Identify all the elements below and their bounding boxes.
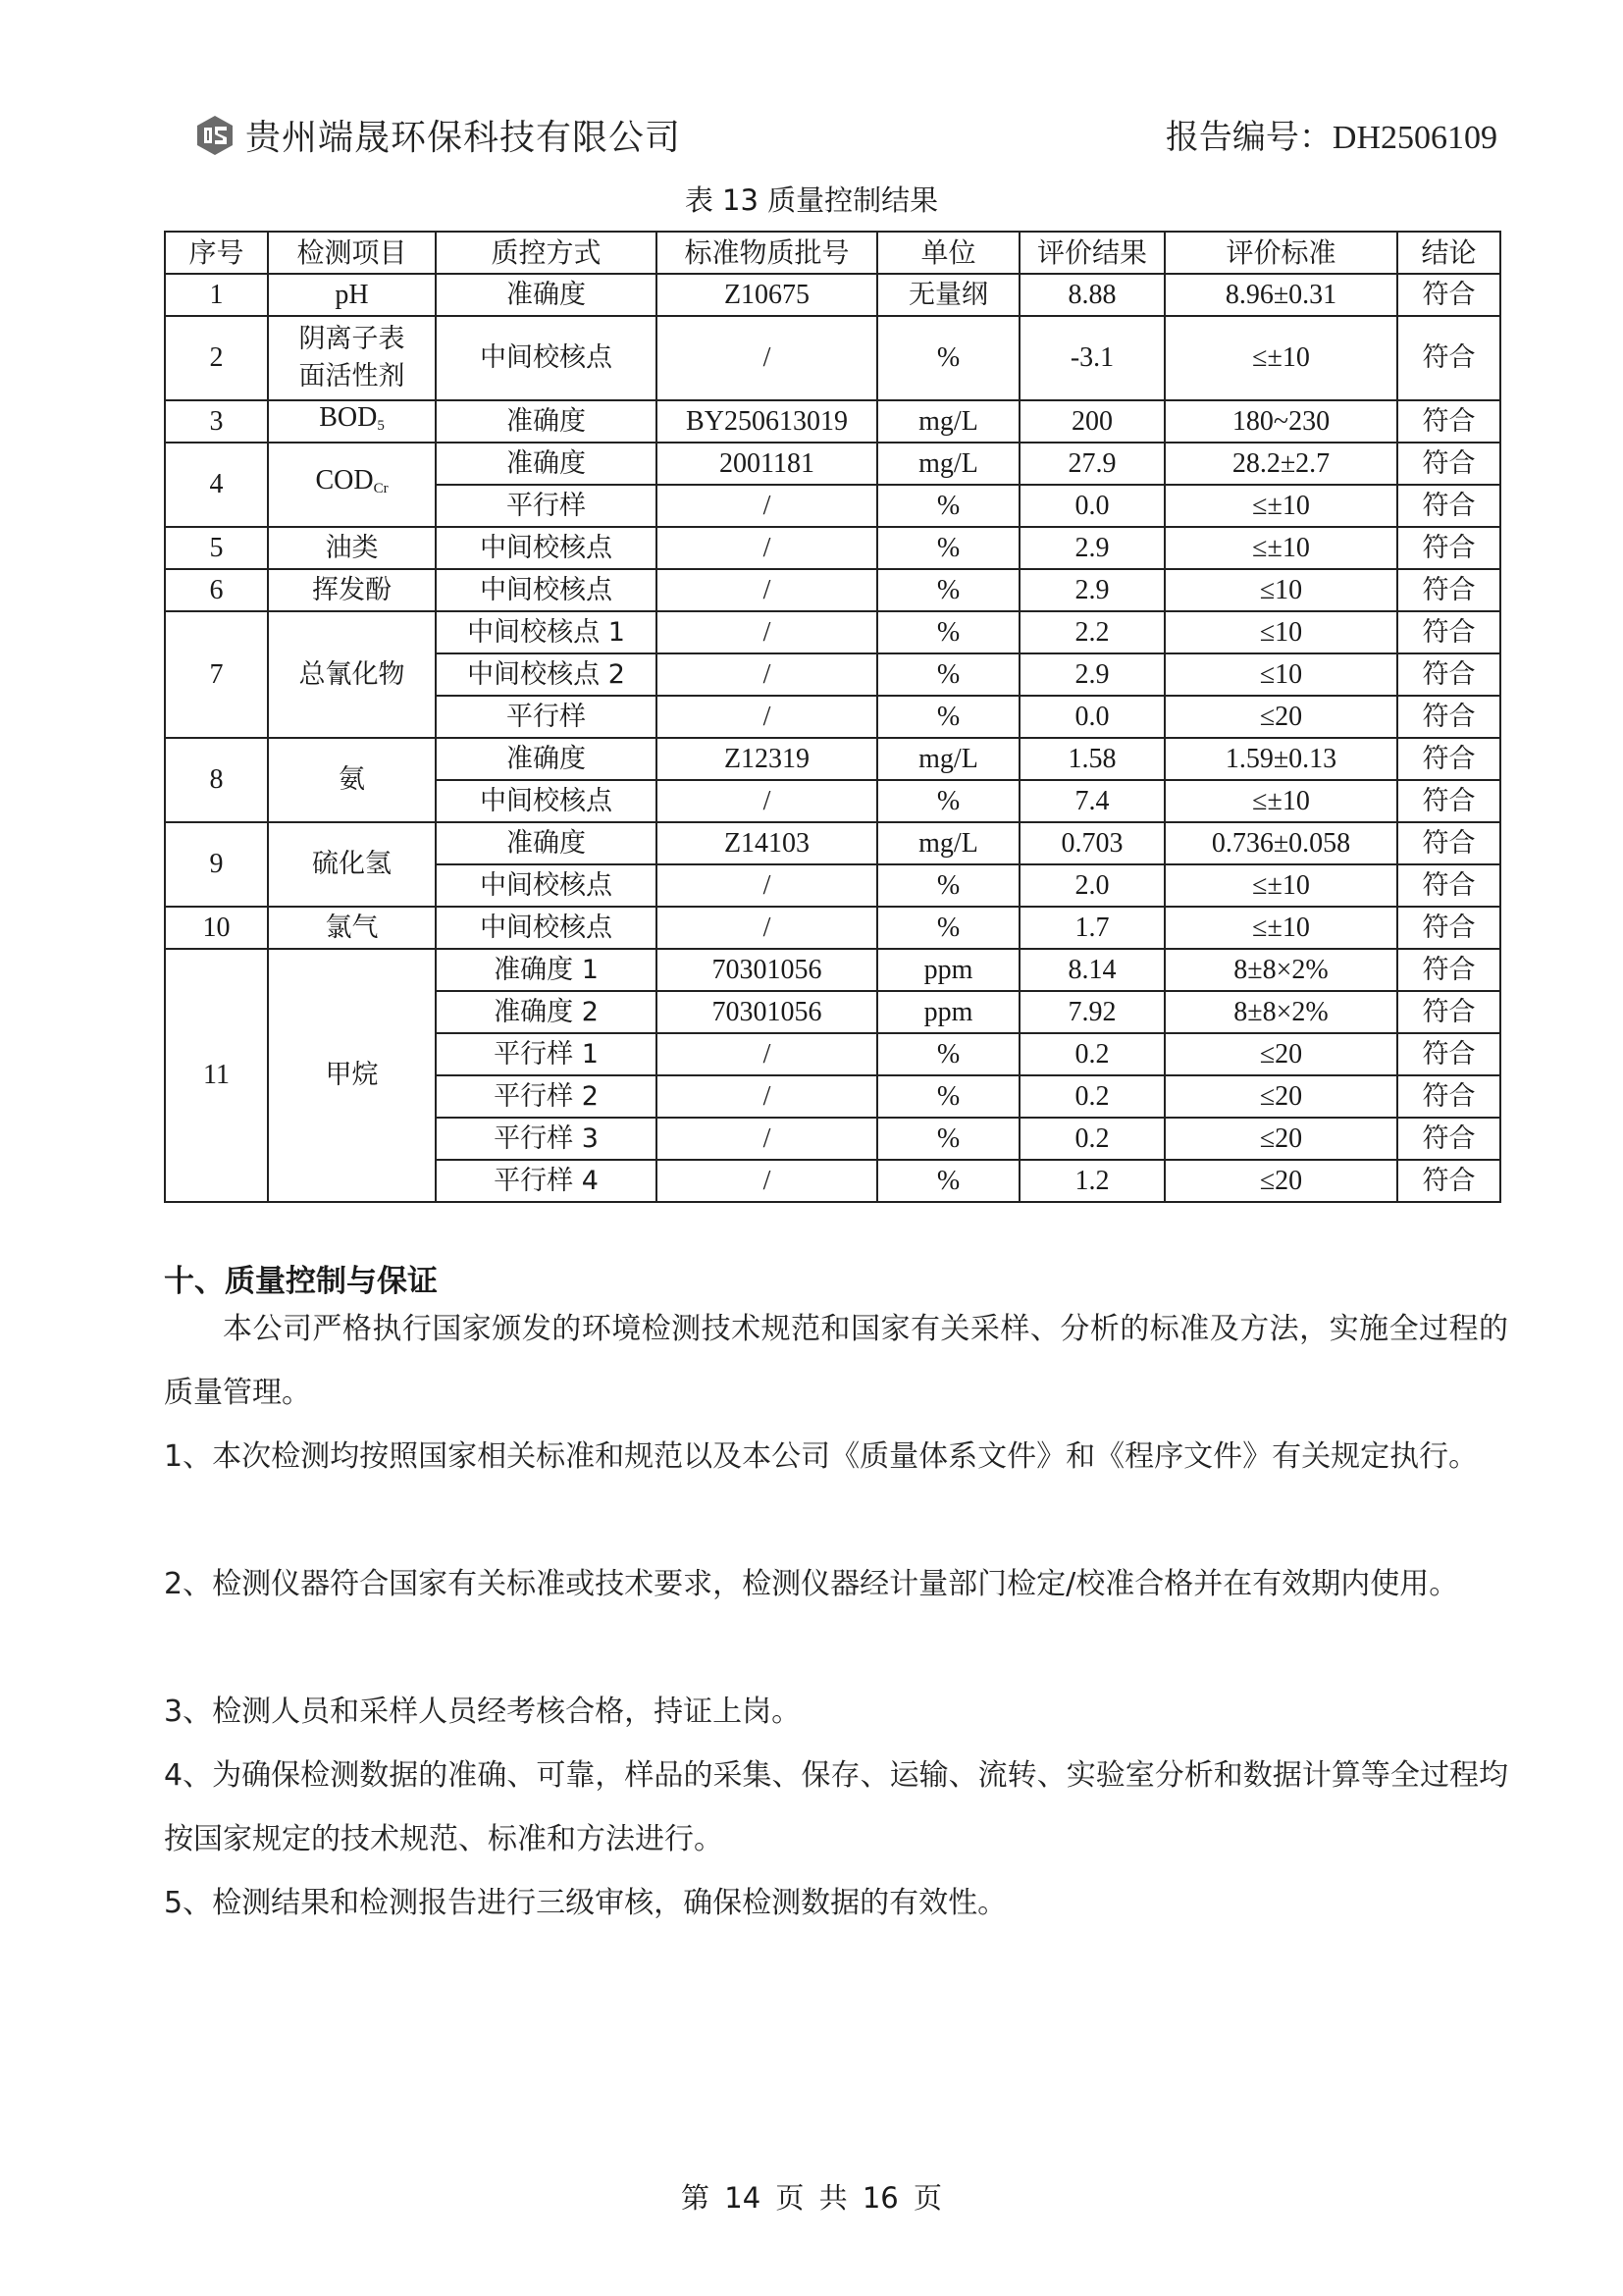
- cell-conclusion: 符合: [1397, 653, 1500, 696]
- cell-batch: /: [656, 907, 877, 949]
- table-row: [165, 822, 1500, 864]
- paragraph: 5、检测结果和检测报告进行三级审核，确保检测数据的有效性。: [164, 1886, 1008, 1920]
- cell-no: 3: [165, 400, 268, 443]
- cell-item: 甲烷: [268, 949, 436, 1202]
- table-row: [165, 274, 1500, 316]
- cell-item: [268, 400, 436, 443]
- cell-result: 0.2: [1020, 1075, 1165, 1118]
- cell-batch: BY250613019: [656, 400, 877, 443]
- cell-batch: /: [656, 1033, 877, 1075]
- cell-conclusion: 符合: [1397, 485, 1500, 527]
- cell-item: 氯气: [268, 907, 436, 949]
- table-row: [165, 316, 1500, 400]
- cell-conclusion: 符合: [1397, 316, 1500, 400]
- cell-conclusion: 符合: [1397, 443, 1500, 485]
- cell-result: 8.14: [1020, 949, 1165, 991]
- cell-unit: %: [877, 569, 1020, 611]
- cell-conclusion: 符合: [1397, 696, 1500, 738]
- cell-batch: 70301056: [656, 991, 877, 1033]
- paragraph: 4、为确保检测数据的准确、可靠，样品的采集、保存、运输、流转、实验室分析和数据计算等全过程均按国家规定的技术规范、标准和方法进行。: [164, 1758, 1508, 1856]
- cell-method: 中间校核点: [436, 527, 656, 569]
- cell-method: 准确度: [436, 822, 656, 864]
- cell-item: 油类: [268, 527, 436, 569]
- cell-standard: ≤±10: [1165, 485, 1397, 527]
- cell-standard: 8±8×2%: [1165, 991, 1397, 1033]
- cell-item: pH: [268, 274, 436, 316]
- cell-method: 中间校核点: [436, 780, 656, 822]
- report-number-label: 报告编号：: [1165, 118, 1333, 157]
- cell-result: 2.2: [1020, 611, 1165, 653]
- cell-unit: %: [877, 907, 1020, 949]
- table-row: [165, 443, 1500, 485]
- cell-method: 平行样 3: [436, 1118, 656, 1160]
- cell-method: 平行样 2: [436, 1075, 656, 1118]
- table-row: [165, 527, 1500, 569]
- cell-no: 1: [165, 274, 268, 316]
- table-row: [165, 400, 1500, 443]
- cell-result: 1.7: [1020, 907, 1165, 949]
- cell-unit: %: [877, 653, 1020, 696]
- cell-conclusion: 符合: [1397, 274, 1500, 316]
- cell-standard: ≤±10: [1165, 780, 1397, 822]
- cell-unit: mg/L: [877, 400, 1020, 443]
- cell-batch: 2001181: [656, 443, 877, 485]
- column-header: 单位: [877, 232, 1020, 274]
- cell-standard: ≤±10: [1165, 907, 1397, 949]
- cell-standard: ≤20: [1165, 696, 1397, 738]
- report-number-value: DH2506109: [1332, 120, 1497, 156]
- cell-standard: ≤20: [1165, 1118, 1397, 1160]
- cell-batch: Z10675: [656, 274, 877, 316]
- cell-method: 准确度: [436, 274, 656, 316]
- cell-unit: %: [877, 1160, 1020, 1202]
- cell-batch: /: [656, 316, 877, 400]
- cell-unit: ppm: [877, 991, 1020, 1033]
- cell-unit: %: [877, 485, 1020, 527]
- cell-batch: /: [656, 1160, 877, 1202]
- column-header: 评价结果: [1020, 232, 1165, 274]
- cell-result: 8.88: [1020, 274, 1165, 316]
- cell-standard: 1.59±0.13: [1165, 738, 1397, 780]
- cell-unit: ppm: [877, 949, 1020, 991]
- cell-unit: mg/L: [877, 738, 1020, 780]
- cell-no: 6: [165, 569, 268, 611]
- column-header: 评价标准: [1165, 232, 1397, 274]
- cell-standard: ≤10: [1165, 569, 1397, 611]
- cell-no: 8: [165, 738, 268, 822]
- company-logo-icon: [194, 115, 236, 156]
- cell-method: 准确度: [436, 400, 656, 443]
- cell-batch: /: [656, 696, 877, 738]
- cell-unit: %: [877, 780, 1020, 822]
- cell-result: 2.0: [1020, 864, 1165, 907]
- cell-conclusion: 符合: [1397, 907, 1500, 949]
- cell-batch: /: [656, 485, 877, 527]
- cell-method: 中间校核点 2: [436, 653, 656, 696]
- cell-conclusion: 符合: [1397, 780, 1500, 822]
- column-header: 质控方式: [436, 232, 656, 274]
- cell-no: 9: [165, 822, 268, 907]
- cell-standard: 8.96±0.31: [1165, 274, 1397, 316]
- cell-batch: /: [656, 864, 877, 907]
- cell-standard: ≤20: [1165, 1033, 1397, 1075]
- cell-result: 0.0: [1020, 485, 1165, 527]
- cell-conclusion: 符合: [1397, 527, 1500, 569]
- cell-method: 平行样 1: [436, 1033, 656, 1075]
- cell-unit: %: [877, 611, 1020, 653]
- cell-batch: /: [656, 780, 877, 822]
- cell-unit: %: [877, 1075, 1020, 1118]
- column-header: 结论: [1397, 232, 1500, 274]
- cell-conclusion: 符合: [1397, 400, 1500, 443]
- cell-unit: mg/L: [877, 443, 1020, 485]
- cell-method: 中间校核点: [436, 316, 656, 400]
- cell-unit: %: [877, 1033, 1020, 1075]
- cell-standard: ≤20: [1165, 1075, 1397, 1118]
- cell-standard: 180~230: [1165, 400, 1397, 443]
- column-header: 序号: [165, 232, 268, 274]
- cell-conclusion: 符合: [1397, 1075, 1500, 1118]
- cell-result: 7.92: [1020, 991, 1165, 1033]
- paragraph: 3、检测人员和采样人员经考核合格，持证上岗。: [164, 1695, 802, 1729]
- cell-conclusion: 符合: [1397, 611, 1500, 653]
- cell-standard: ≤±10: [1165, 864, 1397, 907]
- cell-result: 2.9: [1020, 527, 1165, 569]
- cell-batch: Z14103: [656, 822, 877, 864]
- cell-method: 准确度: [436, 443, 656, 485]
- item-name: COD: [315, 465, 374, 496]
- page-number: 第 14 页 共 16 页: [681, 2181, 942, 2215]
- cell-item: 硫化氢: [268, 822, 436, 907]
- cell-unit: %: [877, 864, 1020, 907]
- cell-unit: 无量纲: [877, 274, 1020, 316]
- paragraph: 1、本次检测均按照国家相关标准和规范以及本公司《质量体系文件》和《程序文件》有关规定执行。: [164, 1439, 1479, 1474]
- table-title: 表 13 质量控制结果: [684, 183, 939, 217]
- table-row: [165, 907, 1500, 949]
- cell-result: 1.58: [1020, 738, 1165, 780]
- cell-method: 平行样 4: [436, 1160, 656, 1202]
- cell-result: 0.0: [1020, 696, 1165, 738]
- cell-conclusion: 符合: [1397, 822, 1500, 864]
- table-header-row: [165, 232, 1500, 274]
- cell-result: 1.2: [1020, 1160, 1165, 1202]
- cell-result: 2.9: [1020, 569, 1165, 611]
- cell-standard: 28.2±2.7: [1165, 443, 1397, 485]
- cell-result: 200: [1020, 400, 1165, 443]
- cell-no: 11: [165, 949, 268, 1202]
- cell-conclusion: 符合: [1397, 1118, 1500, 1160]
- cell-standard: ≤±10: [1165, 527, 1397, 569]
- cell-unit: %: [877, 527, 1020, 569]
- column-header: 检测项目: [268, 232, 436, 274]
- cell-standard: 8±8×2%: [1165, 949, 1397, 991]
- cell-no: 7: [165, 611, 268, 738]
- cell-standard: 0.736±0.058: [1165, 822, 1397, 864]
- cell-batch: /: [656, 1075, 877, 1118]
- column-header: 标准物质批号: [656, 232, 877, 274]
- cell-method: 中间校核点: [436, 569, 656, 611]
- table-row: [165, 949, 1500, 991]
- cell-conclusion: 符合: [1397, 1160, 1500, 1202]
- cell-method: 准确度 2: [436, 991, 656, 1033]
- item-name: BOD: [319, 401, 378, 433]
- cell-unit: %: [877, 1118, 1020, 1160]
- paragraph: 2、检测仪器符合国家有关标准或技术要求，检测仪器经计量部门检定/校准合格并在有效期内使用。: [164, 1567, 1459, 1601]
- cell-standard: ≤10: [1165, 653, 1397, 696]
- cell-result: 0.2: [1020, 1033, 1165, 1075]
- cell-conclusion: 符合: [1397, 1033, 1500, 1075]
- company-name: 贵州端晟环保科技有限公司: [245, 118, 682, 158]
- table-row: [165, 569, 1500, 611]
- cell-standard: ≤10: [1165, 611, 1397, 653]
- cell-unit: %: [877, 316, 1020, 400]
- cell-batch: /: [656, 1118, 877, 1160]
- cell-no: 4: [165, 443, 268, 527]
- cell-standard: ≤±10: [1165, 316, 1397, 400]
- cell-item: 挥发酚: [268, 569, 436, 611]
- cell-conclusion: 符合: [1397, 738, 1500, 780]
- table-row: [165, 611, 1500, 653]
- paragraph: 本公司严格执行国家颁发的环境检测技术规范和国家有关采样、分析的标准及方法，实施全过程的质量管理。: [164, 1312, 1508, 1410]
- cell-conclusion: 符合: [1397, 569, 1500, 611]
- cell-conclusion: 符合: [1397, 991, 1500, 1033]
- cell-batch: 70301056: [656, 949, 877, 991]
- cell-method: 准确度: [436, 738, 656, 780]
- cell-method: 中间校核点: [436, 864, 656, 907]
- quality-control-table: [164, 231, 1501, 1203]
- cell-conclusion: 符合: [1397, 864, 1500, 907]
- cell-no: 2: [165, 316, 268, 400]
- cell-item: 氨: [268, 738, 436, 822]
- cell-method: 中间校核点 1: [436, 611, 656, 653]
- report-number: [1166, 110, 1497, 158]
- cell-batch: /: [656, 653, 877, 696]
- cell-method: 平行样: [436, 485, 656, 527]
- cell-no: 5: [165, 527, 268, 569]
- cell-result: 7.4: [1020, 780, 1165, 822]
- cell-result: 0.703: [1020, 822, 1165, 864]
- cell-conclusion: 符合: [1397, 949, 1500, 991]
- cell-standard: ≤20: [1165, 1160, 1397, 1202]
- item-subscript: 5: [377, 417, 385, 434]
- company-header: [194, 110, 681, 160]
- cell-result: -3.1: [1020, 316, 1165, 400]
- table-row: [165, 738, 1500, 780]
- cell-batch: Z12319: [656, 738, 877, 780]
- cell-item: 阴离子表面活性剂: [268, 316, 436, 400]
- cell-item: 总氰化物: [268, 611, 436, 738]
- cell-item: [268, 443, 436, 527]
- cell-result: 2.9: [1020, 653, 1165, 696]
- cell-unit: %: [877, 696, 1020, 738]
- cell-method: 准确度 1: [436, 949, 656, 991]
- cell-result: 27.9: [1020, 443, 1165, 485]
- cell-batch: /: [656, 569, 877, 611]
- cell-batch: /: [656, 527, 877, 569]
- cell-unit: mg/L: [877, 822, 1020, 864]
- cell-no: 10: [165, 907, 268, 949]
- cell-result: 0.2: [1020, 1118, 1165, 1160]
- cell-method: 平行样: [436, 696, 656, 738]
- cell-batch: /: [656, 611, 877, 653]
- item-subscript: Cr: [373, 481, 389, 496]
- cell-method: 中间校核点: [436, 907, 656, 949]
- section-title: 十、质量控制与保证: [164, 1264, 438, 1299]
